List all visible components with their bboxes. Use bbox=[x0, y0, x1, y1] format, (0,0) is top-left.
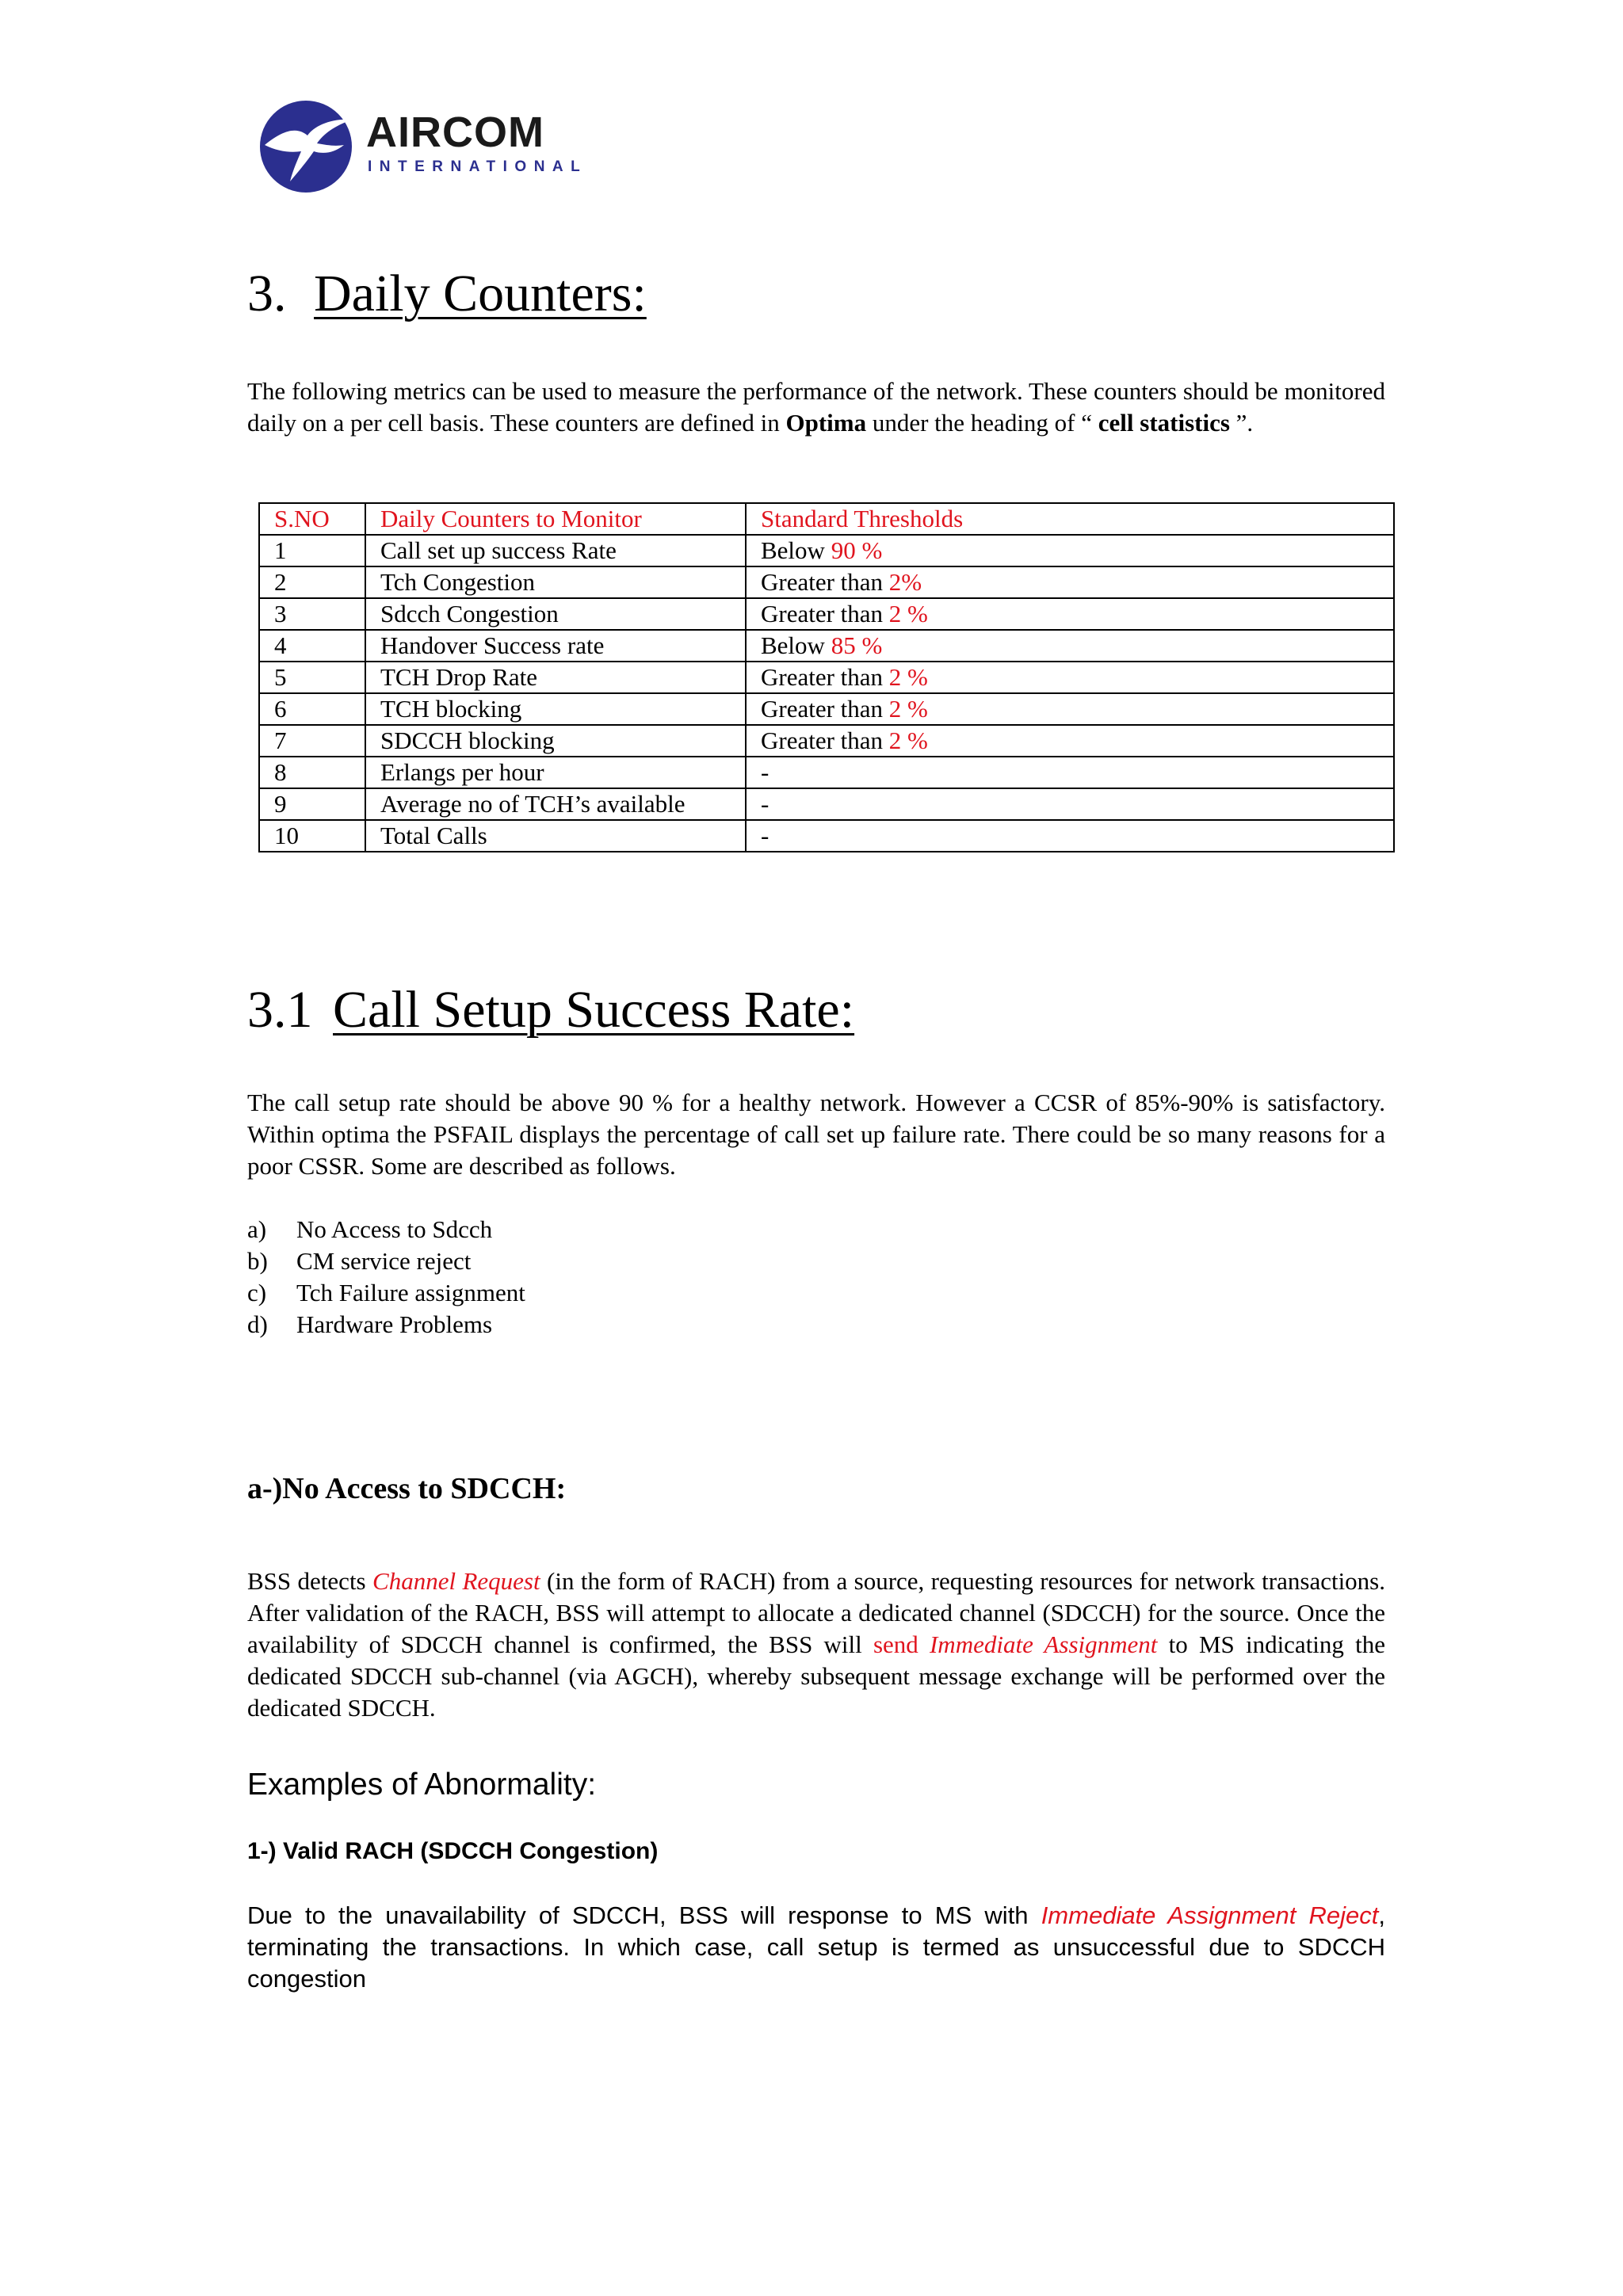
threshold-value: 2 % bbox=[888, 727, 928, 754]
cell-sno: 2 bbox=[259, 566, 365, 598]
cell-threshold bbox=[746, 757, 1394, 788]
section-31-number: 3.1 bbox=[247, 981, 313, 1039]
table-row bbox=[259, 788, 1394, 820]
list-item bbox=[247, 1245, 525, 1277]
intro-text-1: The following metrics can be used to measure the performance of the network. These counters should be monitored daily on a per cell basis. These counters are defined in bbox=[247, 377, 1385, 437]
table-row bbox=[259, 725, 1394, 757]
cell-sno: 4 bbox=[259, 630, 365, 662]
para-text-2: (in the form of RACH) from a source, requesting resources for network transactions. After validation of the RACH, BSS will attempt to allocate a dedicated channel (SDCCH) for the source. Once the availability of SDCCH channel is confirmed, the BSS will bbox=[247, 1567, 1385, 1658]
cell-sno: 7 bbox=[259, 725, 365, 757]
cell-counter: Erlangs per hour bbox=[365, 757, 746, 788]
section-3-heading bbox=[247, 265, 647, 322]
threshold-value: 90 % bbox=[831, 536, 883, 564]
list-item bbox=[247, 1214, 525, 1245]
threshold-prefix: Greater than bbox=[761, 663, 889, 691]
section-31-paragraph: The call setup rate should be above 90 % for a healthy network. However a CCSR of 85%-90% is satisfactory. Within optima the PSFAIL displays the percentage of call set up failure rate. There could be so many reasons for a poor CSSR. Some are described as follows. bbox=[247, 1089, 1385, 1180]
immediate-assignment-term: Immediate Assignment bbox=[929, 1630, 1158, 1658]
section-3-number: 3. bbox=[247, 265, 287, 322]
cell-counter: Total Calls bbox=[365, 820, 746, 852]
para-text-1: BSS detects bbox=[247, 1567, 373, 1595]
list-text: Tch Failure assignment bbox=[296, 1279, 525, 1306]
intro-text-3: ”. bbox=[1229, 409, 1254, 437]
threshold-prefix: Below bbox=[761, 631, 831, 659]
table-header-row bbox=[259, 503, 1394, 535]
cell-counter: TCH Drop Rate bbox=[365, 662, 746, 693]
cell-threshold bbox=[746, 693, 1394, 725]
cell-counter: Tch Congestion bbox=[365, 566, 746, 598]
aircom-logo bbox=[258, 99, 588, 194]
threshold-prefix: - bbox=[761, 822, 769, 849]
cell-sno: 5 bbox=[259, 662, 365, 693]
send-term: send bbox=[873, 1630, 930, 1658]
list-text: CM service reject bbox=[296, 1247, 472, 1275]
list-text: No Access to Sdcch bbox=[296, 1215, 493, 1243]
list-item bbox=[247, 1277, 525, 1309]
intro-cell-statistics: cell statistics bbox=[1098, 409, 1230, 437]
list-marker: b) bbox=[247, 1247, 268, 1275]
table-row bbox=[259, 535, 1394, 566]
table-row bbox=[259, 598, 1394, 630]
valid-rach-heading: 1-) Valid RACH (SDCCH Congestion) bbox=[247, 1838, 659, 1864]
cell-threshold bbox=[746, 630, 1394, 662]
section-31-heading bbox=[247, 981, 855, 1039]
valid-rach-paragraph bbox=[247, 1900, 1385, 1995]
threshold-prefix: - bbox=[761, 758, 769, 786]
threshold-prefix: - bbox=[761, 790, 769, 818]
threshold-value: 2 % bbox=[888, 600, 928, 627]
daily-counters-table bbox=[258, 502, 1395, 852]
cell-threshold bbox=[746, 725, 1394, 757]
table-row bbox=[259, 757, 1394, 788]
cell-counter: TCH blocking bbox=[365, 693, 746, 725]
cell-sno: 3 bbox=[259, 598, 365, 630]
table-row bbox=[259, 662, 1394, 693]
table-row bbox=[259, 693, 1394, 725]
reason-list bbox=[247, 1214, 525, 1341]
channel-request-term: Channel Request bbox=[372, 1567, 540, 1595]
table-row bbox=[259, 820, 1394, 852]
threshold-value: 2 % bbox=[888, 695, 928, 723]
section-3-title: Daily Counters: bbox=[314, 265, 647, 322]
cell-counter: Call set up success Rate bbox=[365, 535, 746, 566]
header-counter: Daily Counters to Monitor bbox=[365, 503, 746, 535]
table-row bbox=[259, 566, 1394, 598]
threshold-prefix: Greater than bbox=[761, 695, 889, 723]
example-text-1: Due to the unavailability of SDCCH, BSS will response to MS with bbox=[247, 1901, 1041, 1929]
list-text: Hardware Problems bbox=[296, 1310, 493, 1338]
threshold-value: 2% bbox=[888, 568, 922, 596]
cell-sno: 10 bbox=[259, 820, 365, 852]
header-threshold: Standard Thresholds bbox=[746, 503, 1394, 535]
cell-sno: 8 bbox=[259, 757, 365, 788]
cell-counter: Average no of TCH’s available bbox=[365, 788, 746, 820]
cell-threshold bbox=[746, 598, 1394, 630]
cell-sno: 9 bbox=[259, 788, 365, 820]
para-text-3: to MS indicating the dedicated SDCCH sub-channel (via AGCH), whereby subsequent message exchange will be performed over the dedicated SDCCH. bbox=[247, 1630, 1385, 1722]
logo-wordmark: AIRCOM bbox=[366, 109, 544, 156]
cell-counter: Sdcch Congestion bbox=[365, 598, 746, 630]
threshold-value: 2 % bbox=[888, 663, 928, 691]
examples-heading: Examples of Abnormality: bbox=[247, 1768, 597, 1802]
threshold-value: 85 % bbox=[831, 631, 883, 659]
aircom-bird-icon bbox=[258, 99, 357, 194]
cell-counter: Handover Success rate bbox=[365, 630, 746, 662]
cell-threshold bbox=[746, 566, 1394, 598]
header-sno: S.NO bbox=[259, 503, 365, 535]
list-item bbox=[247, 1309, 525, 1341]
cell-threshold bbox=[746, 535, 1394, 566]
list-marker: c) bbox=[247, 1279, 267, 1306]
cell-threshold bbox=[746, 662, 1394, 693]
intro-text-2: under the heading of “ bbox=[866, 409, 1098, 437]
cell-sno: 1 bbox=[259, 535, 365, 566]
cell-threshold bbox=[746, 788, 1394, 820]
threshold-prefix: Greater than bbox=[761, 727, 889, 754]
threshold-prefix: Below bbox=[761, 536, 831, 564]
cell-counter: SDCCH blocking bbox=[365, 725, 746, 757]
no-access-paragraph bbox=[247, 1566, 1385, 1724]
section-3-intro bbox=[247, 376, 1385, 439]
intro-optima: Optima bbox=[785, 409, 867, 437]
list-marker: a) bbox=[247, 1215, 267, 1243]
cell-threshold bbox=[746, 820, 1394, 852]
threshold-prefix: Greater than bbox=[761, 600, 889, 627]
section-31-title: Call Setup Success Rate: bbox=[333, 981, 855, 1039]
example-text-2: , terminating the transactions. In which case, call setup is termed as unsuccessful due to SDCCH congestion bbox=[247, 1901, 1385, 1993]
cell-sno: 6 bbox=[259, 693, 365, 725]
immediate-assignment-reject-term: Immediate Assignment Reject bbox=[1041, 1901, 1379, 1929]
threshold-prefix: Greater than bbox=[761, 568, 889, 596]
list-marker: d) bbox=[247, 1310, 268, 1338]
table-row bbox=[259, 630, 1394, 662]
logo-subtitle: INTERNATIONAL bbox=[368, 158, 588, 175]
no-access-heading: a-)No Access to SDCCH: bbox=[247, 1472, 567, 1505]
